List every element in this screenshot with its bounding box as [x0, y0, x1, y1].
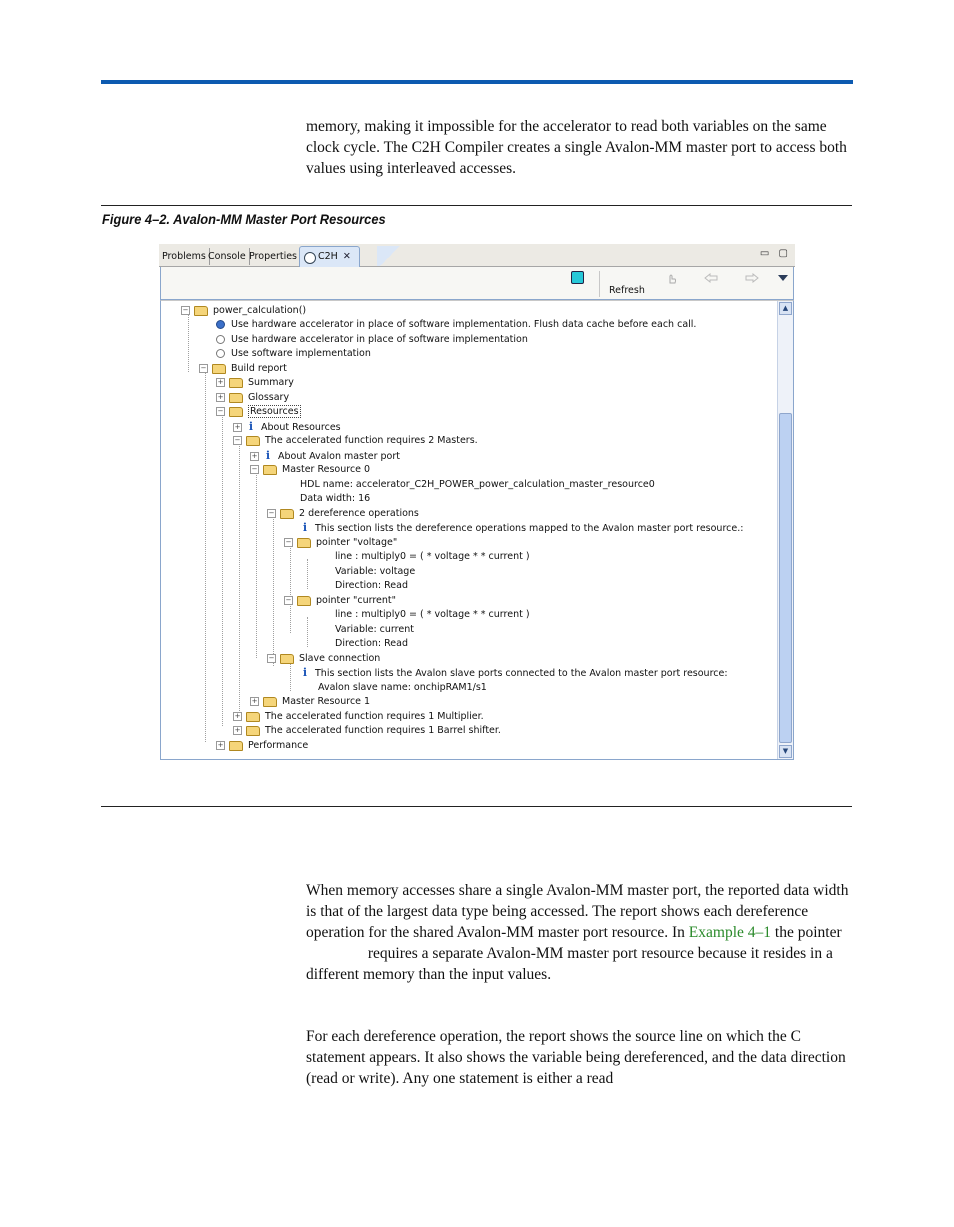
collapse-icon[interactable]: − — [268, 654, 275, 662]
folder-open-icon — [263, 465, 277, 475]
scroll-down-icon[interactable]: ▼ — [779, 745, 792, 758]
collapse-icon[interactable]: − — [285, 538, 292, 546]
figure-bottom-rule — [101, 806, 852, 807]
folder-open-icon — [280, 509, 294, 519]
radio-selected-icon[interactable] — [216, 320, 225, 329]
figure-top-rule — [101, 205, 852, 206]
collapse-icon[interactable]: − — [200, 364, 207, 372]
tree-node[interactable]: + i About Avalon master port — [251, 449, 400, 462]
folder-open-icon — [194, 306, 208, 316]
expand-icon[interactable]: + — [234, 423, 241, 431]
example-link[interactable]: Example 4–1 — [688, 924, 772, 941]
collapse-icon[interactable]: − — [268, 509, 275, 517]
tree-leaf: Data width: 16 — [300, 493, 371, 504]
figure-caption: Figure 4–2. Avalon-MM Master Port Resources — [102, 211, 386, 227]
expand-icon[interactable]: + — [251, 697, 258, 705]
close-icon[interactable]: ✕ — [342, 251, 351, 262]
tab-console[interactable]: Console — [205, 248, 250, 265]
tree-node[interactable]: − pointer "voltage" — [285, 537, 398, 548]
folder-open-icon — [229, 407, 243, 417]
expand-icon[interactable]: + — [217, 741, 224, 749]
tree-node[interactable]: + The accelerated function requires 1 Multiplier. — [234, 711, 484, 722]
tree-node[interactable]: − The accelerated function requires 2 Masters. — [234, 435, 478, 446]
expand-icon[interactable]: + — [217, 378, 224, 386]
folder-icon — [246, 726, 260, 736]
body-paragraph-2: For each dereference operation, the report shows the source line on which the C statement appears. It also shows the variable being dereferenced, and the data direction (read or write). Any one statement is either a read — [306, 1028, 846, 1087]
collapse-icon[interactable]: − — [285, 596, 292, 604]
tree-node[interactable]: − Slave connection — [268, 653, 381, 664]
info-icon: i — [265, 449, 271, 462]
body-paragraph-1: When memory accesses share a single Avalon-MM master port, the reported data width is that of the largest data type being accessed. The report shows each dereference operation for the shared Avalon-MM master port resource. In Example 4–1 the pointer requires a separate Avalon-MM master port resource because it resides in a different memory than the input values. — [306, 882, 849, 983]
scroll-thumb[interactable] — [779, 413, 792, 743]
info-icon: i — [302, 521, 308, 534]
tree-node[interactable]: − Build report — [200, 363, 287, 374]
hand-pointer-icon[interactable] — [666, 272, 678, 284]
tree-node-selected[interactable]: − Resources — [217, 406, 299, 417]
tree-leaf: line : multiply0 = ( * voltage * * current ) — [335, 551, 530, 562]
folder-open-icon — [297, 538, 311, 548]
intro-paragraph: memory, making it impossible for the accelerator to read both variables on the same clock cycle. The C2H Compiler creates a single Avalon-MM master port to access both values using interleaved accesses. — [306, 118, 847, 177]
tree-leaf: Avalon slave name: onchipRAM1/s1 — [318, 682, 487, 693]
folder-icon — [229, 378, 243, 388]
tree-leaf: Direction: Read — [335, 580, 409, 591]
expand-icon[interactable]: + — [217, 393, 224, 401]
tab-problems[interactable]: Problems — [159, 248, 210, 265]
expand-icon[interactable]: + — [234, 726, 241, 734]
radio-icon[interactable] — [216, 335, 225, 344]
c2h-view-screenshot — [159, 244, 795, 761]
refresh-button[interactable]: Refresh — [609, 285, 645, 296]
tree-node[interactable]: + Master Resource 1 — [251, 696, 371, 707]
forward-arrow-icon[interactable] — [745, 273, 759, 283]
folder-open-icon — [280, 654, 294, 664]
tree-leaf: Variable: voltage — [335, 566, 416, 577]
back-arrow-icon[interactable] — [704, 273, 718, 283]
radio-option[interactable]: Use hardware accelerator in place of software implementation — [216, 333, 528, 347]
header-rule — [101, 80, 853, 84]
tab-properties[interactable]: Properties — [246, 248, 301, 265]
collapse-icon[interactable]: − — [217, 407, 224, 415]
folder-icon — [229, 393, 243, 403]
collapse-icon[interactable]: − — [251, 465, 258, 473]
folder-icon — [229, 741, 243, 751]
scroll-up-icon[interactable]: ▲ — [779, 302, 792, 315]
tree-leaf: line : multiply0 = ( * voltage * * current ) — [335, 609, 530, 620]
tree-leaf: i This section lists the Avalon slave ports connected to the Avalon master port resource: — [300, 666, 728, 680]
info-icon: i — [248, 420, 254, 433]
c2h-icon — [304, 252, 316, 264]
minimize-maximize-icons[interactable]: ▭ ▢ — [759, 248, 791, 259]
tree-node[interactable]: + The accelerated function requires 1 Barrel shifter. — [234, 725, 501, 736]
tree-leaf: Variable: current — [335, 624, 414, 635]
radio-option[interactable]: Use software implementation — [216, 347, 371, 361]
c2h-build-icon[interactable] — [571, 271, 584, 284]
expand-icon[interactable]: + — [234, 712, 241, 720]
tree-node[interactable]: + Summary — [217, 377, 294, 388]
tree-node[interactable]: + i About Resources — [234, 420, 341, 433]
tree-node[interactable]: − Master Resource 0 — [251, 464, 371, 475]
tab-c2h[interactable]: C2H ✕ — [299, 246, 360, 267]
folder-icon — [263, 697, 277, 707]
folder-open-icon — [297, 596, 311, 606]
tree-node[interactable]: − pointer "current" — [285, 595, 397, 606]
info-icon: i — [302, 666, 308, 679]
view-tab-strip — [159, 244, 795, 267]
tree-node[interactable]: − power_calculation() — [182, 305, 307, 316]
folder-icon — [246, 712, 260, 722]
view-toolbar — [160, 267, 794, 300]
tree-node[interactable]: + Glossary — [217, 392, 290, 403]
folder-open-icon — [212, 364, 226, 374]
vertical-scrollbar[interactable] — [777, 301, 793, 759]
expand-icon[interactable]: + — [251, 452, 258, 460]
folder-open-icon — [246, 436, 260, 446]
collapse-icon[interactable]: − — [234, 436, 241, 444]
report-tree — [160, 300, 794, 760]
view-menu-icon[interactable] — [778, 275, 788, 282]
collapse-icon[interactable]: − — [182, 306, 189, 314]
tree-leaf: Direction: Read — [335, 638, 409, 649]
tree-leaf: HDL name: accelerator_C2H_POWER_power_calculation_master_resource0 — [300, 479, 655, 490]
radio-option[interactable]: Use hardware accelerator in place of software implementation. Flush data cache before each call. — [216, 318, 696, 332]
tree-leaf: i This section lists the dereference operations mapped to the Avalon master port resource.: — [300, 521, 743, 535]
tree-node[interactable]: − 2 dereference operations — [268, 508, 419, 519]
tree-node[interactable]: + Performance — [217, 740, 309, 751]
radio-icon[interactable] — [216, 349, 225, 358]
